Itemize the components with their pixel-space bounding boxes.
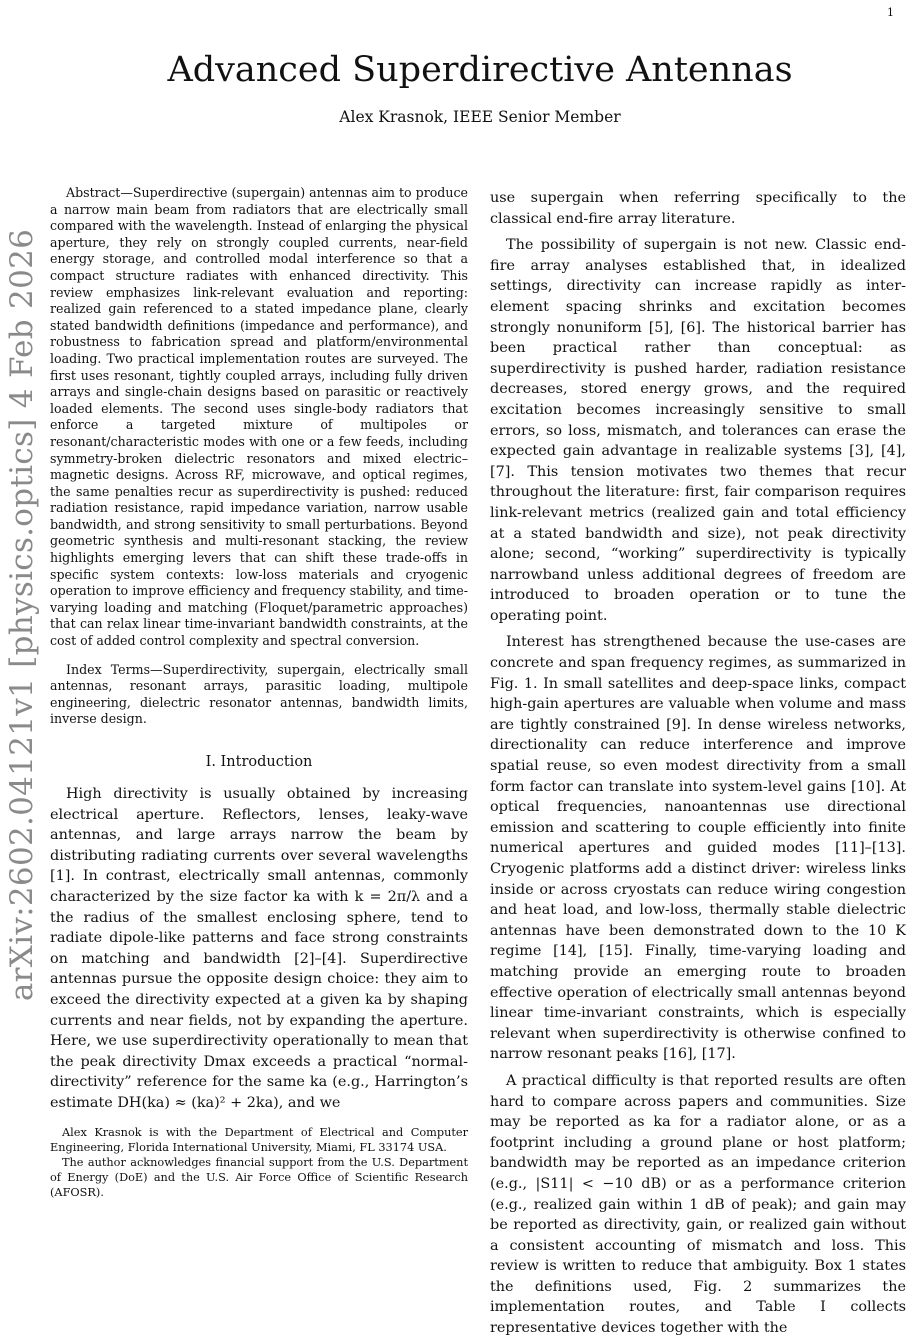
paragraph-use-cases: Interest has strengthened because the use-cases are concrete and span frequency regimes, as summarized in Fig. 1. In small satellites and deep-space links, compact high-gain apertures are valuable when volume and mass are tightly constrained [9]. In dense wireless networks, directionality can reduce interference and improve spatial reuse, so even modest directivity from a small form factor can translate into system-level gains [10]. At optical frequencies, nanoantennas use directional emission and scattering to couple efficiently into finite numerical apertures and guided modes [11]–[13]. Cryogenic platforms add a distinct driver: wireless links inside or across cryostats can reduce wiring congestion and heat load, and low-loss, thermally stable dielectric antennas have been demonstrated down to the 10 K regime [14], [15]. Finally, time-varying loading and matching provide an emerging route to broaden effective operation of electrically small antennas beyond linear time-invariant constraints, which is especially relevant when superdirectivity is otherwise confined to narrow resonant peaks [16], [17]. [490,634,906,1063]
arxiv-identifier: arXiv:2602.04121v1 [physics.optics] 4 Feb 2026 [4,228,40,1002]
paragraph-comparison: A practical difficulty is that reported results are often hard to compare across papers and communities. Size may be reported as ka for a radiator alone, or as a footprint including a ground plane or host platform; bandwidth may be reported as an impedance criterion (e.g., |S11| < −10 dB) or as a performance criterion (e.g., realized gain within 1 dB of peak); and gain may be reported as directivity, gain, or realized gain without a consistent accounting of mismatch and loss. This review is written to reduce that ambiguity. Box 1 states the definitions used, Fig. 2 summarizes the implementation routes, and Table I collects representative devices together with the [490,1072,906,1337]
right-column [490,188,906,1339]
paper-author: Alex Krasnok, IEEE Senior Member [339,108,621,126]
footnote-funding: The author acknowledges financial support from the U.S. Department of Energy (DoE) and the U.S. Air Force Office of Scientific Research (AFOSR). [50,1156,468,1199]
paragraph-continuation: use supergain when referring specifically to the classical end-fire array literature. [490,190,906,227]
index-terms: Index Terms—Superdirectivity, supergain, electrically small antennas, resonant arrays, parasitic loading, multipole engineering, dielectric resonator antennas, bandwidth limits, inverse design. [50,661,468,727]
footnote-affiliation: Alex Krasnok is with the Department of Electrical and Computer Engineering, Florida International University, Miami, FL 33174 USA. [50,1126,468,1154]
paragraph-history: The possibility of supergain is not new. Classic end-fire array analyses established that, in idealized settings, directivity can increase rapidly as inter-element spacing shrinks and excitation becomes strongly nonuniform [5], [6]. The historical barrier has been practical rather than conceptual: as superdirectivity is pushed harder, radiation resistance decreases, stored energy grows, and the required excitation becomes increasingly sensitive to small errors, so loss, mismatch, and tolerances can erase the expected gain advantage in realizable systems [3], [4], [7]. This tension motivates two themes that recur throughout the literature: first, fair comparison requires link-relevant metrics (realized gain and total efficiency at a stated bandwidth and size), not peak directivity alone; second, “working” superdirectivity is typically narrowband unless additional degrees of freedom are introduced to broaden operation or to tune the operating point. [490,237,906,624]
footnote [50,1125,468,1200]
left-column [50,185,468,1114]
abstract: Abstract—Superdirective (supergain) antennas aim to produce a narrow main beam from radiators that are electrically small compared with the wavelength. Instead of enlarging the physical aperture, they rely on strongly coupled currents, near-field energy storage, and controlled modal interference so that a compact structure radiates with enhanced directivity. This review emphasizes link-relevant evaluation and reporting: realized gain referenced to a stated impedance plane, clearly stated bandwidth definitions (impedance and performance), and robustness to fabrication spread and platform/environmental loading. Two practical implementation routes are surveyed. The first uses resonant, tightly coupled arrays, including fully driven arrays and single-chain designs based on parasitic or reactively loaded elements. The second uses single-body radiators that enforce a targeted mixture of multipoles or resonant/characteristic modes with one or a few feeds, including symmetry-broken dielectric resonators and mixed electric–magnetic designs. Across RF, microwave, and optical regimes, the same penalties recur as superdirectivity is pushed: reduced radiation resistance, rapid impedance variation, narrow usable bandwidth, and strong sensitivity to small perturbations. Beyond geometric synthesis and multi-resonant stacking, the review highlights emerging levers that can shift these trade-offs in specific system contexts: low-loss materials and cryogenic operation to improve efficiency and frequency stability, and time-varying loading and matching (Floquet/parametric approaches) that can relax linear time-invariant bandwidth constraints, at the cost of added control complexity and spectral conversion. [50,185,468,649]
page-number: 1 [887,6,894,19]
intro-paragraph: High directivity is usually obtained by increasing electrical aperture. Reflectors, lenses, leaky-wave antennas, and large arrays narrow the beam by distributing radiating currents over several wavelengths [1]. In contrast, electrically small antennas, commonly characterized by the size factor ka with k = 2π/λ and a the radius of the smallest enclosing sphere, tend to radiate dipole-like patterns and face strong constraints on matching and bandwidth [2]–[4]. Superdirective antennas pursue the opposite design choice: they aim to exceed the directivity expected at a given ka by shaping currents and near fields, not by expanding the aperture. Here, we use superdirectivity operationally to mean that the peak directivity Dmax exceeds a practical “normal-directivity” reference for the same ka (e.g., Harrington’s estimate DH(ka) ≈ (ka)² + 2ka), and we [50,786,468,1111]
paper-title: Advanced Superdirective Antennas [167,50,793,90]
section-heading-introduction: I. Introduction [205,754,313,770]
